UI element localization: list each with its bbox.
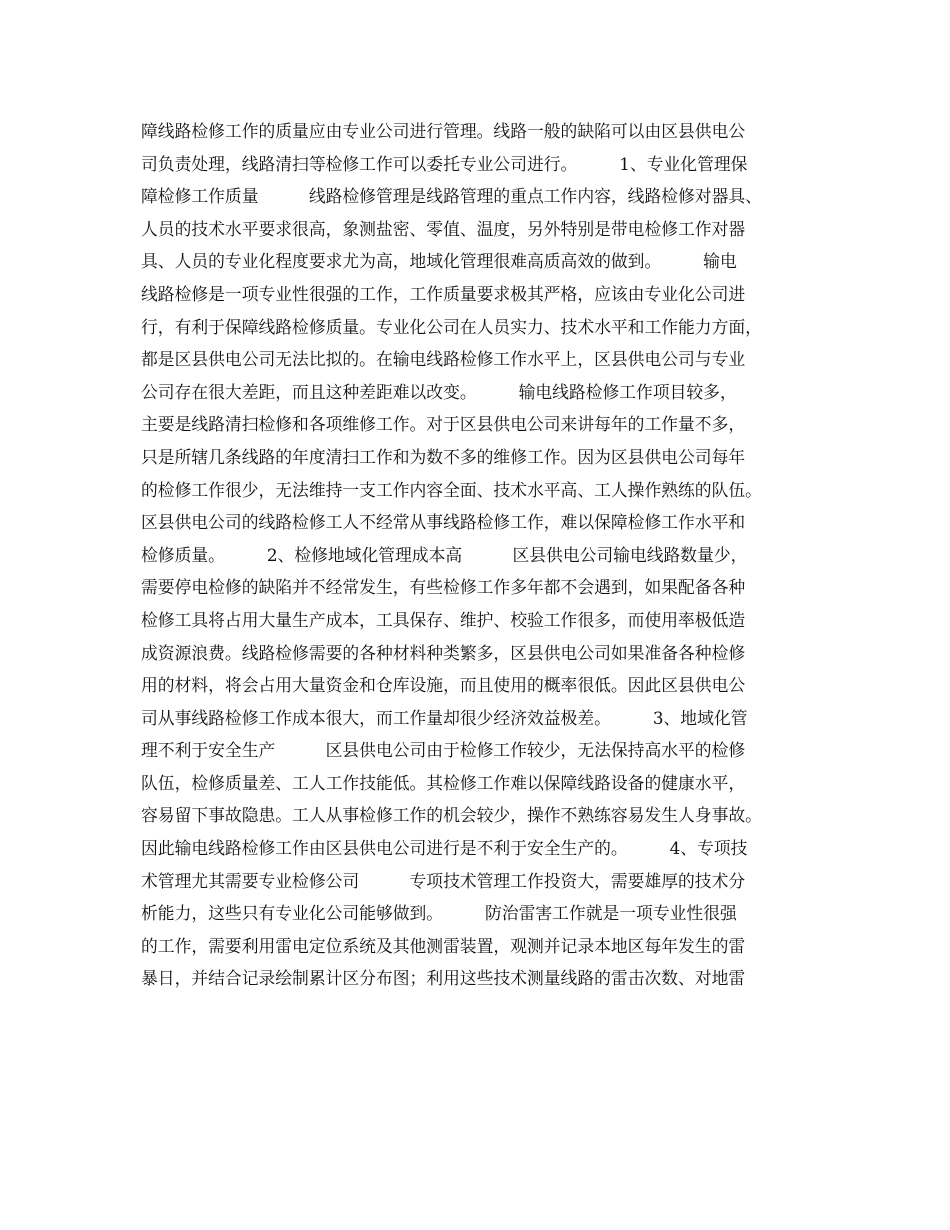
- body-text: [141, 115, 821, 995]
- text-line: 术管理尤其需要专业检修公司 专项技术管理工作投资大，需要雄厚的技术分: [141, 870, 746, 891]
- text-line: 的工作，需要利用雷电定位系统及其他测雷装置，观测并记录本地区每年发生的雷: [141, 935, 746, 956]
- text-line: 只是所辖几条线路的年度清扫工作和为数不多的维修工作。因为区县供电公司每年: [141, 446, 746, 467]
- text-line: 队伍，检修质量差、工人工作技能低。其检修工作难以保障线路设备的健康水平，: [141, 772, 746, 793]
- text-line: 主要是线路清扫检修和各项维修工作。对于区县供电公司来讲每年的工作量不多，: [141, 414, 746, 435]
- text-line: 析能力，这些只有专业化公司能够做到。 防治雷害工作就是一项专业性很强: [141, 903, 737, 924]
- text-line: 容易留下事故隐患。工人从事检修工作的机会较少，操作不熟练容易发生人身事故。: [141, 805, 762, 826]
- text-line: 具、人员的专业化程度要求尤为高，地域化管理很难高质高效的做到。 输电: [141, 251, 737, 272]
- text-line: 区县供电公司的线路检修工人不经常从事线路检修工作，难以保障检修工作水平和: [141, 512, 746, 533]
- text-line: 障检修工作质量 线路检修管理是线路管理的重点工作内容，线路检修对器具、: [141, 186, 762, 207]
- text-line: 司从事线路检修工作成本很大，而工作量却很少经济效益极差。 3、地域化管: [141, 707, 748, 728]
- text-line: 因此输电线路检修工作由区县供电公司进行是不利于安全生产的。 4、专项技: [141, 838, 748, 859]
- text-line: 公司存在很大差距，而且这种差距难以改变。 输电线路检修工作项目较多，: [141, 381, 737, 402]
- text-line: 用的材料，将会占用大量资金和仓库设施，而且使用的概率很低。因此区县供电公: [141, 675, 746, 696]
- text-line: 理不利于安全生产 区县供电公司由于检修工作较少，无法保持高水平的检修: [141, 740, 746, 761]
- text-line: 行，有利于保障线路检修质量。专业化公司在人员实力、技术水平和工作能力方面，: [141, 316, 762, 337]
- text-line: 人员的技术水平要求很高，象测盐密、零值、温度，另外特别是带电检修工作对器: [141, 218, 746, 239]
- text-line: 障线路检修工作的质量应由专业公司进行管理。线路一般的缺陷可以由区县供电公: [141, 121, 746, 141]
- text-line: 司负责处理，线路清扫等检修工作可以委托专业公司进行。 1、专业化管理保: [141, 153, 748, 174]
- text-line: 暴日，并结合记录绘制累计区分布图；利用这些技术测量线路的雷击次数、对地雷: [141, 968, 746, 989]
- text-line: 线路检修是一项专业性很强的工作，工作质量要求极其严格，应该由专业化公司进: [141, 283, 746, 304]
- text-line: 成资源浪费。线路检修需要的各种材料种类繁多，区县供电公司如果准备各种检修: [141, 642, 746, 663]
- text-line: 需要停电检修的缺陷并不经常发生，有些检修工作多年都不会遇到，如果配备各种: [141, 577, 746, 598]
- text-line: 检修工具将占用大量生产成本，工具保存、维护、校验工作很多，而使用率极低造: [141, 609, 746, 630]
- text-line: 的检修工作很少，无法维持一支工作内容全面、技术水平高、工人操作熟练的队伍。: [141, 479, 762, 500]
- text-line: 检修质量。 2、检修地域化管理成本高 区县供电公司输电线路数量少，: [141, 544, 748, 565]
- text-line: 都是区县供电公司无法比拟的。在输电线路检修工作水平上，区县供电公司与专业: [141, 349, 746, 370]
